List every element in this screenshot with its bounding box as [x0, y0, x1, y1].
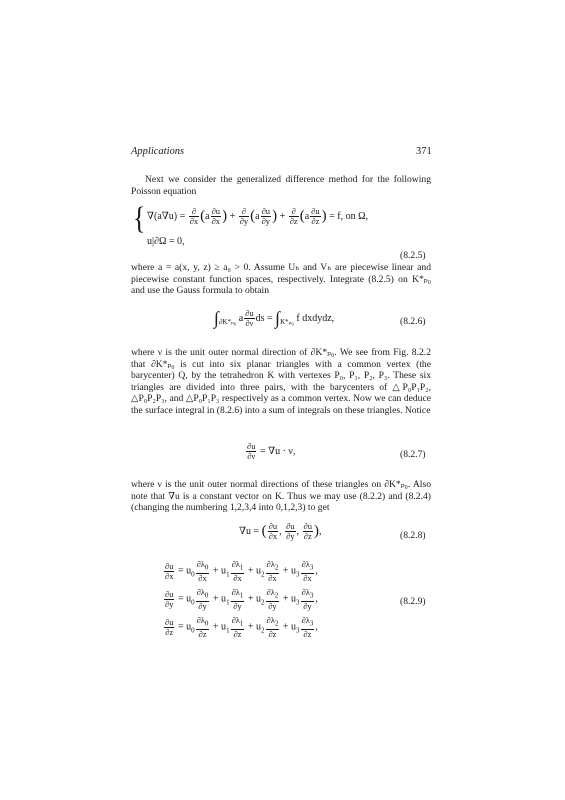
fraction: $\frac{\partial u}{\partial z}$ [311, 206, 320, 226]
equation-8-2-5-line1: ∇(a∇u) = $\frac{\partial}{\partial x}$ (a $\frac{\partial u}{\partial x}$ ) + $\frac{\partial}{\partial y}$ (a $\frac{\partial u}{\partial y}$ ) + $\frac{\partial}{\partial z}$ (a $\frac{\partial u}{\partial z}$ ) = f, on Ω, [147, 206, 368, 226]
eq8-lhs: ∇u = [239, 525, 260, 537]
equation-number: (8.2.8) [400, 530, 426, 541]
fraction: $\frac{\partial u}{\partial\nu}$ [247, 441, 256, 461]
fraction: $\frac{\partial u}{\partial y}$ [286, 521, 295, 541]
eq6-rhs: f dxdydz, [296, 312, 335, 324]
paragraph-gradient: where ν is the unit outer normal directions of these triangles on ∂K*ₚ₀. Also note that ∇u is a constant vector on K. Thus we may use (8.2.2) and (8.2.4) (changing the numbering 1,2,3,4 into 0,1,2,3) to get [131, 479, 431, 514]
paragraph-assumption: where a = a(x, y, z) ≥ a₀ > 0. Assume Uₕ and Vₕ are piecewise linear and piecewise constant function spaces, respectively. Integrate (8.2.5) on K*ₚ₀ and use the Gauss formula to obtain [131, 262, 431, 297]
equation-8-2-9-row-y: $\frac{\partial u}{\partial y}$ = $u_0$ $\frac{\partial\lambda_0}{\partial y}$ + $u_1$ $\frac{\partial\lambda_1}{\partial y}$ + $u_2$ $\frac{\partial\lambda_2}{\partial y}$ + $u_3$ $\frac{\partial\lambda_3}{\partial y}$ , [165, 587, 318, 611]
equation-number: (8.2.5) [400, 250, 426, 261]
equation-8-2-7 [245, 442, 295, 461]
paragraph-decomposition: where ν is the unit outer normal direction of ∂K*ₚ₀. We see from Fig. 8.2.2 that ∂K*ₚ₀ is cut into six planar triangles with a common vertex (the barycenter) Q, by the tetrahedron K with vertexes P₀, P₁, P₂, P₃. These six triangles are divided into three pairs, with the barycenters of △P₀P₁P₂, △P₀P₂P₃, and △P₀P₁P₃ respectively as a common vertex. Now we can deduce the surface integral in (8.2.6) into a sum of integrals on these triangles. Notice [131, 347, 431, 416]
equation-8-2-8: ∇u = ( $\frac{\partial u}{\partial x}$ , $\frac{\partial u}{\partial y}$ , $\frac{\partial u}{\partial z}$ ), [239, 521, 322, 541]
eq7-body: = ∇u · ν, [259, 445, 296, 457]
fraction: $\frac{\partial}{\partial x}$ [189, 206, 199, 226]
equation-number: (8.2.6) [400, 316, 426, 327]
fraction: $\frac{\partial u}{\partial\nu}$ [245, 308, 254, 328]
equation-number: (8.2.9) [400, 596, 426, 607]
fraction: $\frac{\partial u}{\partial z}$ [303, 521, 312, 541]
page-number: 371 [416, 146, 432, 157]
running-header: Applications [131, 146, 185, 157]
fraction: $\frac{\partial u}{\partial x}$ [211, 206, 221, 226]
equation-8-2-9-row-x: $\frac{\partial u}{\partial x}$ = $u_0$ $\frac{\partial\lambda_0}{\partial x}$ + $u_1$ $\frac{\partial\lambda_1}{\partial x}$ + $u_2$ $\frac{\partial\lambda_2}{\partial x}$ + $u_3$ $\frac{\partial\lambda_3}{\partial x}$ , [165, 559, 318, 583]
eq5-rhs: = f, on Ω, [329, 210, 368, 222]
eq5-lhs: ∇(a∇u) = [147, 210, 186, 222]
equation-8-2-6: $\int_{\partial K*_{p0}}$ a $\frac{\partial u}{\partial\nu}$ ds = $\int_{K*_{p0}}$ f dxdydz, [214, 308, 335, 328]
fraction: $\frac{\partial u}{\partial y}$ [261, 206, 271, 226]
fraction: $\frac{\partial}{\partial z}$ [289, 206, 298, 226]
fraction: $\frac{\partial}{\partial y}$ [239, 206, 249, 226]
equation-8-2-5-line2: u|∂Ω = 0, [147, 236, 185, 247]
fraction: $\frac{\partial u}{\partial x}$ [268, 521, 278, 541]
equation-number: (8.2.7) [400, 449, 426, 460]
paragraph-intro: Next we consider the generalized difference method for the following Poisson equation [131, 174, 431, 197]
equation-8-2-9-row-z: $\frac{\partial u}{\partial z}$ = $u_0$ $\frac{\partial\lambda_0}{\partial z}$ + $u_1$ $\frac{\partial\lambda_1}{\partial z}$ + $u_2$ $\frac{\partial\lambda_2}{\partial z}$ + $u_3$ $\frac{\partial\lambda_3}{\partial z}$ , [165, 615, 318, 639]
system-brace: { [133, 201, 146, 236]
